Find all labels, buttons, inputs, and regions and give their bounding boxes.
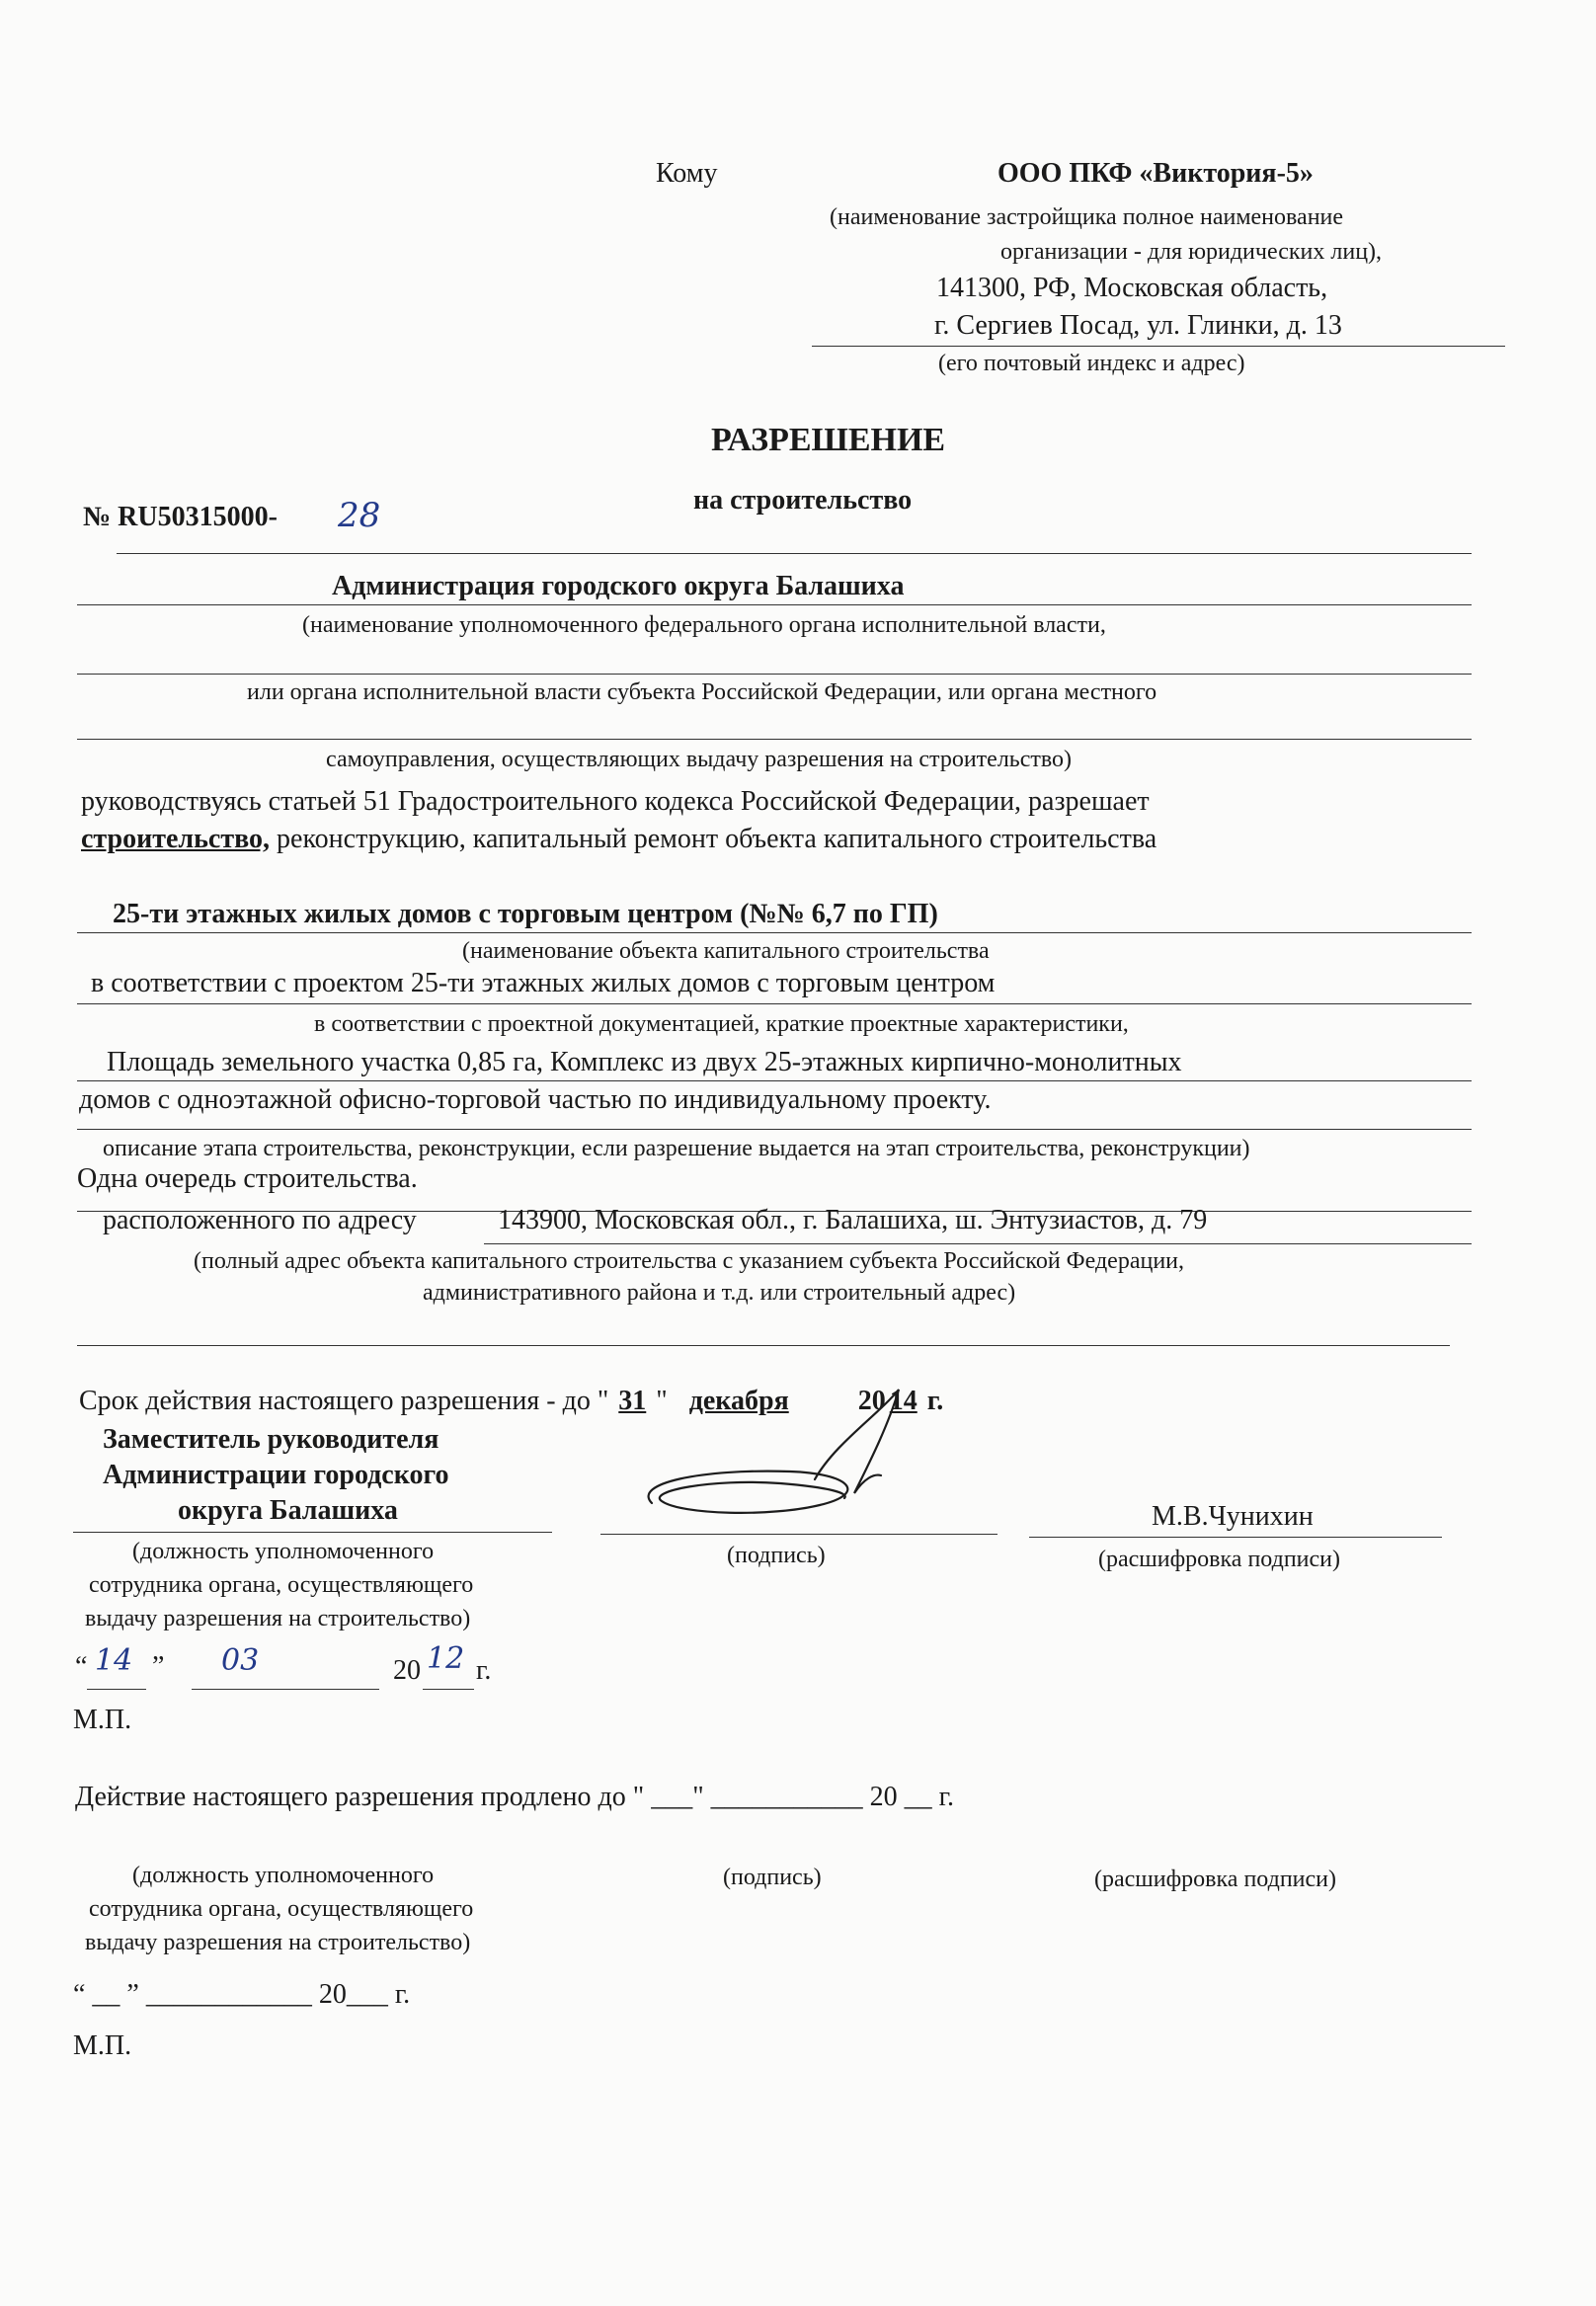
validity-prefix: Срок действия настоящего разрешения - до "	[79, 1386, 609, 1416]
recipient-address-2: г. Сергиев Посад, ул. Глинки, д. 13	[934, 310, 1342, 341]
characteristics-line-2: домов с одноэтажной офисно-торговой частью по индивидуальному проекту.	[79, 1084, 992, 1115]
recipient-name: ООО ПКФ «Виктория-5»	[998, 158, 1314, 189]
issue-date-year-prefix: 20	[393, 1655, 421, 1686]
address-label: расположенного по адресу	[103, 1205, 417, 1235]
issue-date-day: 14	[95, 1643, 133, 1678]
name-caption: (расшифровка подписи)	[1098, 1547, 1340, 1572]
recipient-to-label: Кому	[656, 158, 718, 189]
authority-line-3	[77, 739, 1472, 740]
issue-date-year-underline	[423, 1689, 474, 1690]
extension-position-caption-1: (должность уполномоченного	[132, 1863, 435, 1888]
extension-position-caption-3: выдачу разрешения на строительство)	[85, 1930, 471, 1955]
body-line-2-rest: реконструкцию, капитальный ремонт объекта капитального строительства	[270, 824, 1157, 854]
permit-number-handwritten: 28	[338, 496, 381, 535]
construction-underlined: строительство,	[81, 824, 271, 854]
object-name-underline	[77, 932, 1472, 933]
extension-position-caption-2: сотрудника органа, осуществляющего	[89, 1896, 474, 1922]
validity-suffix: г.	[926, 1386, 944, 1416]
issue-date-suffix: г.	[476, 1655, 492, 1686]
object-name: 25-ти этажных жилых домов с торговым центром (№№ 6,7 по ГП)	[113, 899, 938, 929]
signature-underline	[600, 1534, 998, 1535]
address-value: 143900, Московская обл., г. Балашиха, ш. Энтузиастов, д. 79	[498, 1205, 1208, 1235]
permit-number-underline	[117, 553, 1472, 554]
signer-position-1: Заместитель руководителя	[103, 1424, 439, 1455]
address-caption-2: административного района и т.д. или строительный адрес)	[423, 1280, 1016, 1306]
issue-date-year: 12	[427, 1641, 465, 1676]
signer-name: М.В.Чунихин	[1152, 1501, 1314, 1532]
document-title: РАЗРЕШЕНИЕ	[711, 422, 946, 458]
validity-month: декабря	[688, 1386, 789, 1416]
characteristics-underline-2	[77, 1129, 1472, 1130]
issue-date-close-quote: ”	[152, 1651, 165, 1682]
project-line: в соответствии с проектом 25-ти этажных жилых домов с торговым центром	[91, 968, 996, 998]
issue-date-month-underline	[192, 1689, 379, 1690]
validity-mid: "	[656, 1386, 668, 1416]
body-line-1: руководствуясь статьей 51 Градостроительного кодекса Российской Федерации, разрешает	[81, 786, 1150, 817]
recipient-address-caption: (его почтовый индекс и адрес)	[938, 351, 1245, 376]
authority-name: Администрация городского округа Балашиха	[332, 571, 905, 601]
stage-caption: описание этапа строительства, реконструкции, если разрешение выдается на этап строительства, реконструкции)	[103, 1136, 1250, 1161]
characteristics-underline-1	[77, 1080, 1472, 1081]
extension-date-line: “ __ ” ____________ 20___ г.	[73, 1979, 411, 2010]
authority-caption-3: самоуправления, осуществляющих выдачу разрешения на строительство)	[326, 747, 1073, 772]
position-caption-3: выдачу разрешения на строительство)	[85, 1606, 471, 1631]
signature-scribble-icon	[622, 1385, 918, 1533]
authority-caption-1: (наименование уполномоченного федерального органа исполнительной власти,	[302, 612, 1106, 638]
extension-signature-caption: (подпись)	[723, 1865, 822, 1890]
permit-number-prefix: № RU50315000-	[83, 502, 278, 532]
validity-year-prefix: 20	[857, 1386, 886, 1416]
authority-underline	[77, 604, 1472, 605]
address-underline	[484, 1243, 1472, 1244]
issue-date-day-underline	[87, 1689, 146, 1690]
address-bottom-line	[77, 1345, 1450, 1346]
body-line-2	[81, 824, 1157, 855]
document-subtitle: на строительство	[693, 485, 913, 516]
recipient-address-underline	[812, 346, 1505, 347]
extension-stamp-label: М.П.	[73, 2030, 132, 2061]
signature-caption: (подпись)	[727, 1543, 826, 1568]
recipient-address-1: 141300, РФ, Московская область,	[936, 273, 1328, 303]
project-caption: в соответствии с проектной документацией, краткие проектные характеристики,	[314, 1011, 1129, 1037]
validity-year: 14	[889, 1386, 918, 1416]
signer-position-underline	[73, 1532, 552, 1533]
validity-day: 31	[618, 1386, 647, 1416]
issue-date-month: 03	[221, 1643, 260, 1678]
signer-position-2: Администрации городского	[103, 1460, 449, 1490]
stage-text: Одна очередь строительства.	[77, 1163, 418, 1194]
address-caption-1: (полный адрес объекта капитального строительства с указанием субъекта Российской Федерации,	[194, 1248, 1185, 1274]
characteristics-line-1: Площадь земельного участка 0,85 га, Комплекс из двух 25-этажных кирпично-монолитных	[107, 1047, 1182, 1077]
object-caption: (наименование объекта капитального строительства	[462, 938, 990, 964]
recipient-name-caption-2: организации - для юридических лиц),	[1000, 239, 1383, 265]
authority-caption-2: или органа исполнительной власти субъекта Российской Федерации, или органа местного	[247, 679, 1157, 705]
extension-name-caption: (расшифровка подписи)	[1094, 1867, 1336, 1892]
signer-position-3: округа Балашиха	[178, 1495, 398, 1526]
position-caption-2: сотрудника органа, осуществляющего	[89, 1572, 474, 1598]
recipient-name-caption-1: (наименование застройщика полное наименование	[830, 204, 1344, 230]
position-caption-1: (должность уполномоченного	[132, 1539, 435, 1564]
project-underline	[77, 1003, 1472, 1004]
stamp-label: М.П.	[73, 1705, 132, 1735]
issue-date-open-quote: “	[75, 1651, 88, 1682]
signer-name-underline	[1029, 1537, 1442, 1538]
extension-text: Действие настоящего разрешения продлено до " ___" ___________ 20 __ г.	[75, 1782, 954, 1812]
authority-line-2	[77, 674, 1472, 675]
